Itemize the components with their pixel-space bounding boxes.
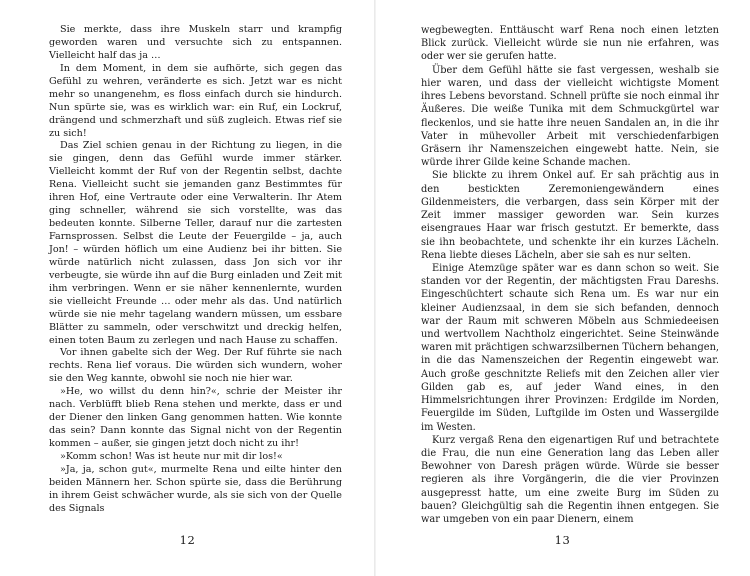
paragraph: wegbewegten. Enttäuscht warf Rena noch einen letzten Blick zurück. Vielleicht würde sie nun nie erfahren, was oder wer sie gerufen hatte. bbox=[421, 25, 719, 63]
paragraph: »Ja, ja, schon gut«, murmelte Rena und eilte hinter den beiden Männern her. Schon spürte sie, dass die Berührung in ihrem Geist schwächer wurde, als sie sich von der Quelle des Signals bbox=[49, 463, 342, 514]
paragraph: In dem Moment, in dem sie aufhörte, sich gegen das Gefühl zu wehren, veränderte es sich. Jetzt war es nicht mehr so unangenehm, es floss einfach durch sie hindurch. Nun spürte sie, was es wirklich war: ein Ruf, ein Lockruf, drängend und schmerzhaft und süß zugleich. Etwas rief sie zu sich! bbox=[49, 62, 342, 139]
paragraph: Über dem Gefühl hätte sie fast vergessen, weshalb sie hier waren, und dass der vielleicht wichtigste Moment ihres Lebens bevorstand. Schnell prüfte sie noch einmal ihr Äußeres. Die weiße Tunika mit dem Schmuckgürtel war fleckenlos, und sie hatte ihre neuen Sandalen an, in die ihr Vater in mühevoller Arbeit mit verschiedenfarbigen Gräsern ihr Namenszeichen eingewebt hatte. Nein, sie würde ihrer Gilde keine Schande machen. bbox=[421, 64, 719, 169]
paragraph: »Komm schon! Was ist heute nur mit dir los!« bbox=[60, 450, 283, 462]
paragraph: Sie blickte zu ihrem Onkel auf. Er sah prächtig aus in den bestickten Zeremoniengewändern eines Gildenmeisters, die verbargen, dass sein Körper mit der Zeit immer massiger geworden war. Sein kurzes eisengraues Haar war frisch gestutzt. Er bemerkte, dass sie ihn beobachtete, und schenkte ihr ein kurzes Lächeln. Rena liebte dieses Lächeln, aber sie sah es nur selten. bbox=[421, 170, 719, 261]
page-number-right: 13 bbox=[554, 533, 571, 547]
left-page-text bbox=[49, 24, 342, 516]
paragraph: Vor ihnen gabelte sich der Weg. Der Ruf führte sie nach rechts. Rena lief voraus. Die würden sich wundern, woher sie den Weg kannte, obwohl sie noch nie hier war. bbox=[49, 347, 342, 385]
right-page-text bbox=[421, 24, 719, 526]
paragraph: Das Ziel schien genau in der Richtung zu liegen, in die sie gingen, denn das Gefühl wurde immer stärker. Vielleicht kommt der Ruf von der Regentin selbst, dachte Rena. Vielleicht sucht sie jemanden ganz Bestimmtes für ihren Hof, eine Vertraute oder eine Verwalterin. Ihr Atem ging schneller, während sie sich vorstellte, was das bedeuten konnte. Silberne Teller, darauf nur die zartesten Farnsprossen. Selbst die Leute der Feuergilde – ja, auch Jon! – würden höflich um eine Audienz bei ihr bitten. Sie würde natürlich nicht zulassen, dass Jon sich vor ihr verbeugte, sie würde ihn auf die Burg einladen und Zeit mit ihm verbringen. Wenn er sie näher kennenlernte, wurden sie vielleicht Freunde … oder mehr als das. Und natürlich würde sie nie mehr tagelang wandern müssen, um essbare Blätter zu sammeln, oder verschwitzt und dreckig helfen, einen toten Baum zu zerlegen und nach Hause zu schaffen. bbox=[49, 140, 342, 346]
paragraph: »He, wo willst du denn hin?«, schrie der Meister ihr nach. Verblüfft blieb Rena stehen und merkte, dass er und der Diener den linken Gang genommen hatten. Wie konnte das sein? Dann konnte das Signal nicht von der Regentin kommen – außer, sie gingen jetzt doch nicht zu ihr! bbox=[49, 386, 342, 449]
paragraph: Sie merkte, dass ihre Muskeln starr und krampfig geworden waren und versuchte sich zu entspannen. Vielleicht half das ja … bbox=[49, 24, 342, 61]
right-page bbox=[375, 0, 750, 576]
paragraph: Einige Atemzüge später war es dann schon so weit. Sie standen vor der Regentin, der mächtigsten Frau Dareshs. Eingeschüchtert schaute sich Rena um. Es war nur ein kleiner Audienzsaal, in dem sie sich befanden, dennoch war der Raum mit schweren Möbeln aus Schmiedeeisen und wertvollem Nachtholz eingerichtet. Seine Steinwände waren mit prächtigen schwarzsilbernen Tüchern behangen, in die das Namenszeichen der Regentin eingewebt war. Auch große geschnitzte Reliefs mit den Zeichen aller vier Gilden gab es, auf jeder Wand eines, in den Himmelsrichtungen ihrer Provinzen: Erdgilde im Norden, Feuergilde im Süden, Luftgilde im Osten und Wassergilde im Westen. bbox=[421, 262, 719, 433]
page-number-left: 12 bbox=[179, 533, 196, 547]
paragraph: Kurz vergaß Rena den eigenartigen Ruf und betrachtete die Frau, die nun eine Generation lang das Leben aller Bewohner von Daresh prägen würde. Würde sie besser regieren als ihre Vorgängerin, die die vier Provinzen ausgepresst hatte, um eine zweite Burg im Süden zu bauen? Gleichgültig sah die Regentin ihnen entgegen. Sie war umgeben von ein paar Dienern, einem bbox=[421, 434, 719, 526]
